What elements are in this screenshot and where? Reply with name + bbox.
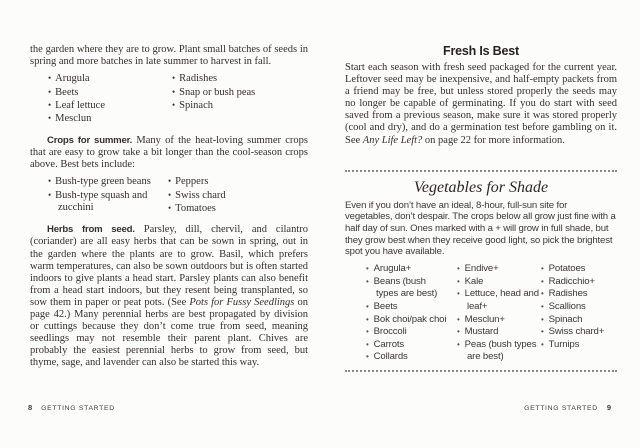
- list-item: • Beans (bush types are best): [366, 276, 449, 301]
- vegetables-for-shade-title: Vegetables for Shade: [413, 178, 549, 196]
- shade-box-bottom-rule: [345, 370, 617, 372]
- intro-paragraph: the garden where they are to grow. Plant small batches of seeds in spring and more batches in late summer to harvest in fall.: [30, 44, 308, 68]
- fresh-cross-reference: Any Life Left?: [362, 134, 423, 146]
- right-page-number: 9: [606, 403, 611, 412]
- list-item: • Radishes: [172, 72, 255, 85]
- right-page-footer: [339, 403, 611, 412]
- herbs-paragraph: [30, 224, 308, 369]
- shade-box-top-rule: [345, 170, 617, 172]
- list-item: • Peas (bush types are best): [457, 339, 539, 364]
- summer-crop-column-1: [48, 175, 168, 215]
- list-item: • Leaf lettuce: [48, 99, 172, 112]
- list-item: • Kale: [457, 276, 539, 289]
- herbs-text-2: on page 42.) Many perennial herbs are best propagated by division or cuttings because they don’t come true from seed, meaning seedlings may not resemble their parent plant. Chives are probably the easiest perennial herbs to grow from seed, but thyme, sage, and lavender can also be started this way.: [30, 296, 308, 369]
- list-item: • Arugula: [48, 72, 172, 85]
- list-item: • Tomatoes: [168, 202, 226, 215]
- list-item: • Mustard: [457, 326, 539, 339]
- list-item: • Radishes: [541, 288, 604, 301]
- vegetables-for-shade-paragraph: Even if you don’t have an ideal, 8-hour, full-sun site for vegetables, don’t despair. The crops below all grow just fine with a half day of sun. Ones marked with a + will grow in full shade, but they grow best when they receive good light, so pick the brightest spot you have available.: [345, 199, 616, 258]
- list-item: • Mesclun+: [457, 314, 539, 327]
- list-item: • Collards: [366, 351, 449, 364]
- right-footer-label: GETTING STARTED: [524, 405, 598, 412]
- summer-crops-lead-in: Crops for summer.: [47, 134, 133, 146]
- fresh-is-best-paragraph: [345, 62, 617, 147]
- list-item: • Potatoes: [541, 263, 604, 276]
- cool-season-crop-list: [48, 72, 308, 126]
- left-page: [30, 0, 308, 448]
- list-item: • Spinach: [541, 314, 604, 327]
- list-item: • Mesclun: [48, 112, 172, 125]
- left-page-footer: [28, 403, 306, 412]
- list-item: • Swiss chard+: [541, 326, 604, 339]
- shade-crop-column-2: [457, 263, 539, 364]
- cool-crop-column-1: [48, 72, 172, 126]
- list-item: • Endive+: [457, 263, 539, 276]
- right-page: [345, 0, 617, 448]
- list-item: • Carrots: [366, 339, 449, 352]
- shade-crop-column-1: [366, 263, 449, 364]
- list-item: • Beets: [48, 86, 172, 99]
- list-item: • Peppers: [168, 175, 226, 188]
- list-item: • Spinach: [172, 99, 255, 112]
- fresh-text-1: Start each season with fresh seed packaged for the current year. Leftover seed may be inexpensive, and half-empty packets from a friend may be free, but unless stored properly the seeds may no longer be capable of germinating. If you do start with seed saved from a previous season, make sure it was stored properly (cool and dry), and do a germination test before gambling on it. See: [345, 62, 617, 146]
- list-item: • Radicchio+: [541, 276, 604, 289]
- summer-crops-text: Many of the heat-loving summer crops that are easy to grow take a bit longer than the cool-season crops above. Best bets include:: [30, 134, 308, 170]
- herbs-cross-reference: Pots for Fussy Seedlings: [189, 296, 295, 308]
- list-item: • Broccoli: [366, 326, 449, 339]
- shade-crop-list: [366, 263, 617, 364]
- summer-crop-column-2: [168, 175, 226, 215]
- list-item: • Bush-type green beans: [48, 175, 168, 188]
- list-item: • Swiss chard: [168, 189, 226, 202]
- left-footer-label: GETTING STARTED: [41, 405, 115, 412]
- fresh-is-best-title: Fresh Is Best: [443, 44, 519, 58]
- list-item: • Bush-type squash and zucchini: [48, 189, 168, 215]
- left-page-number: 8: [28, 403, 33, 412]
- summer-crop-list: [48, 175, 308, 215]
- fresh-text-2: on page 22 for more information.: [422, 134, 565, 146]
- list-item: • Arugula+: [366, 263, 449, 276]
- herbs-text-1: Parsley, dill, chervil, and cilantro (coriander) are all easy herbs that can be sown in spring, out in the garden where the plants are to grow. Basil, which prefers warm temperatures, can also be sown outdoors but is often started indoors to give plants a head start. Parsley plants can also benefit from a head start indoors, but they resent being transplanted, so sow them in paper or peat pots. (See: [30, 224, 308, 308]
- list-item: • Bok choi/pak choi: [366, 314, 449, 327]
- shade-crop-column-3: [541, 263, 604, 364]
- list-item: • Scallions: [541, 301, 604, 314]
- herbs-lead-in: Herbs from seed.: [47, 224, 135, 236]
- list-item: • Snap or bush peas: [172, 86, 255, 99]
- list-item: • Lettuce, head and leaf+: [457, 288, 539, 313]
- list-item: • Turnips: [541, 339, 604, 352]
- list-item: • Beets: [366, 301, 449, 314]
- summer-crops-paragraph: [30, 135, 308, 171]
- cool-crop-column-2: [172, 72, 255, 126]
